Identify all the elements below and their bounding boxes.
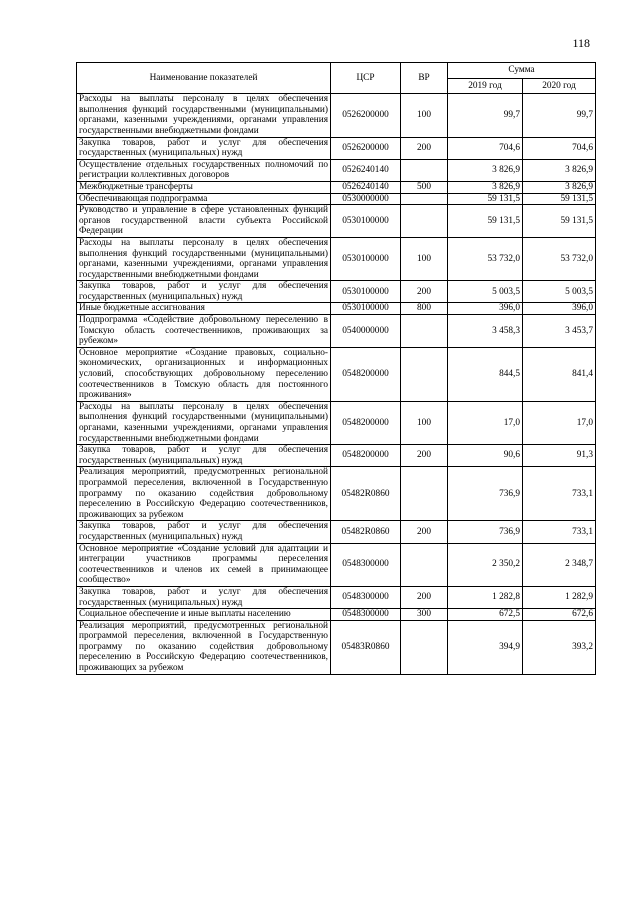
table-row [77,137,596,159]
row-name: Основное мероприятие «Создание правовых, социально-экономических, организационных и информационных условий, способствующих добровольному переселению соотечественников в Томскую область для постоянного проживания» [77,347,331,401]
row-code: 0548200000 [331,401,401,444]
row-value-2020: 3 826,9 [523,159,596,181]
row-code: 0530000000 [331,193,401,205]
row-value-2019: 844,5 [448,347,523,401]
row-value-2020: 733,1 [523,521,596,543]
row-vr [401,205,448,238]
row-code: 0530100000 [331,281,401,303]
row-vr: 300 [401,609,448,621]
table-row [77,586,596,608]
table-row [77,205,596,238]
table-row [77,543,596,586]
row-value-2020: 2 348,7 [523,543,596,586]
row-code: 0526200000 [331,94,401,137]
row-value-2019: 99,7 [448,94,523,137]
row-name: Обеспечивающая подпрограмма [77,193,331,205]
table-row [77,521,596,543]
row-name: Подпрограмма «Содействие добровольному переселению в Томскую область соотечественников, проживающих за рубежом» [77,315,331,348]
row-code: 0526200000 [331,137,401,159]
row-vr [401,620,448,674]
table-row [77,193,596,205]
table-row [77,94,596,137]
header-name: Наименование показателей [77,63,331,94]
row-vr: 200 [401,586,448,608]
row-value-2019: 3 826,9 [448,159,523,181]
row-name: Реализация мероприятий, предусмотренных региональной программой переселения, включенной в Государственную программу по оказанию содействия добровольному переселению в Российскую Федерацию соотечественников, проживающих за рубежом [77,620,331,674]
row-vr [401,315,448,348]
row-code: 0526240140 [331,181,401,193]
row-name: Расходы на выплаты персоналу в целях обеспечения выполнения функций государственными (муниципальными) органами, казенными учреждениями, органами управления государственными внебюджетными фондами [77,401,331,444]
row-vr [401,193,448,205]
row-code: 05482R0860 [331,521,401,543]
row-value-2020: 59 131,5 [523,193,596,205]
row-value-2020: 733,1 [523,467,596,521]
table-row [77,303,596,315]
row-value-2019: 3 826,9 [448,181,523,193]
row-value-2020: 99,7 [523,94,596,137]
row-value-2019: 736,9 [448,521,523,543]
table-row [77,159,596,181]
table-row [77,315,596,348]
row-code: 0540000000 [331,315,401,348]
table-row [77,181,596,193]
row-vr: 200 [401,521,448,543]
row-name: Иные бюджетные ассигнования [77,303,331,315]
table-header [77,63,596,94]
row-value-2019: 17,0 [448,401,523,444]
row-value-2020: 841,4 [523,347,596,401]
row-name: Закупка товаров, работ и услуг для обеспечения государственных (муниципальных) нужд [77,521,331,543]
row-value-2020: 3 826,9 [523,181,596,193]
row-code: 05482R0860 [331,467,401,521]
row-vr [401,543,448,586]
table-row [77,609,596,621]
row-name: Осуществление отдельных государственных полномочий по регистрации коллективных договоров [77,159,331,181]
header-year-2020: 2020 год [523,78,596,94]
table-row [77,237,596,280]
row-name: Руководство и управление в сфере установленных функций органов государственной власти субъекта Российской Федерации [77,205,331,238]
row-value-2019: 90,6 [448,445,523,467]
row-value-2019: 672,5 [448,609,523,621]
row-value-2020: 5 003,5 [523,281,596,303]
row-code: 0530100000 [331,237,401,280]
row-value-2020: 53 732,0 [523,237,596,280]
row-name: Реализация мероприятий, предусмотренных региональной программой переселения, включенной в Государственную программу по оказанию содействия добровольному переселению в Российскую Федерацию соотечественников, проживающих за рубежом [77,467,331,521]
row-vr [401,467,448,521]
row-code: 05483R0860 [331,620,401,674]
page-number: 118 [572,36,590,50]
row-value-2019: 2 350,2 [448,543,523,586]
row-name: Закупка товаров, работ и услуг для обеспечения государственных (муниципальных) нужд [77,281,331,303]
table-row [77,281,596,303]
row-value-2019: 704,6 [448,137,523,159]
row-value-2020: 3 453,7 [523,315,596,348]
row-code: 0548200000 [331,347,401,401]
row-name: Основное мероприятие «Создание условий для адаптации и интеграции участников программы переселения соотечественников и членов их семей в принимающее сообщество» [77,543,331,586]
row-value-2020: 91,3 [523,445,596,467]
row-code: 0548300000 [331,586,401,608]
row-value-2019: 3 458,3 [448,315,523,348]
row-vr [401,159,448,181]
row-vr: 200 [401,445,448,467]
row-code: 0548300000 [331,543,401,586]
row-value-2019: 394,9 [448,620,523,674]
row-vr: 200 [401,137,448,159]
table-row [77,620,596,674]
row-name: Закупка товаров, работ и услуг для обеспечения государственных (муниципальных) нужд [77,137,331,159]
row-value-2020: 396,0 [523,303,596,315]
row-value-2020: 672,6 [523,609,596,621]
row-value-2019: 59 131,5 [448,205,523,238]
row-name: Межбюджетные трансферты [77,181,331,193]
row-value-2020: 17,0 [523,401,596,444]
table-row [77,445,596,467]
table-row [77,401,596,444]
row-vr: 500 [401,181,448,193]
row-vr: 100 [401,94,448,137]
row-value-2019: 53 732,0 [448,237,523,280]
row-value-2020: 393,2 [523,620,596,674]
budget-table [76,62,596,675]
row-name: Расходы на выплаты персоналу в целях обеспечения выполнения функций государственными (муниципальными) органами, казенными учреждениями, органами управления государственными внебюджетными фондами [77,237,331,280]
row-value-2019: 59 131,5 [448,193,523,205]
row-value-2019: 1 282,8 [448,586,523,608]
row-vr: 100 [401,401,448,444]
row-code: 0530100000 [331,303,401,315]
row-value-2019: 5 003,5 [448,281,523,303]
table-row [77,347,596,401]
row-value-2019: 396,0 [448,303,523,315]
row-name: Расходы на выплаты персоналу в целях обеспечения выполнения функций государственными (муниципальными) органами, казенными учреждениями, органами управления государственными внебюджетными фондами [77,94,331,137]
row-value-2020: 59 131,5 [523,205,596,238]
row-value-2020: 704,6 [523,137,596,159]
row-code: 0548200000 [331,445,401,467]
row-code: 0530100000 [331,205,401,238]
row-vr: 200 [401,281,448,303]
row-name: Закупка товаров, работ и услуг для обеспечения государственных (муниципальных) нужд [77,445,331,467]
row-vr [401,347,448,401]
row-code: 0526240140 [331,159,401,181]
header-year-2019: 2019 год [448,78,523,94]
row-value-2019: 736,9 [448,467,523,521]
row-vr: 800 [401,303,448,315]
row-code: 0548300000 [331,609,401,621]
row-name: Социальное обеспечение и иные выплаты населению [77,609,331,621]
table-row [77,467,596,521]
row-vr: 100 [401,237,448,280]
table-body [77,94,596,674]
header-code: ЦСР [331,63,401,94]
header-vr: ВР [401,63,448,94]
row-name: Закупка товаров, работ и услуг для обеспечения государственных (муниципальных) нужд [77,586,331,608]
row-value-2020: 1 282,9 [523,586,596,608]
header-sum: Сумма [448,63,596,79]
